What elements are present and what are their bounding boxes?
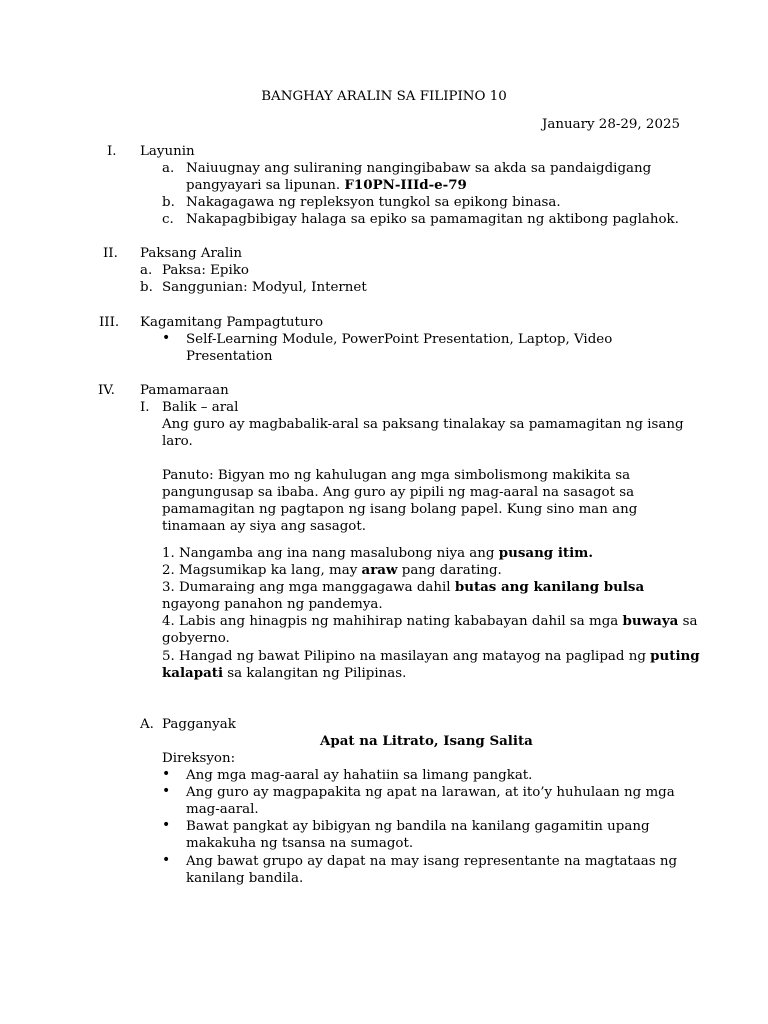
paksa-item: Paksa: Epiko	[162, 263, 249, 278]
sentence-5: 5. Hangad ng bawat Pilipino na masilayan ang matayog na paglipad ng puting	[162, 648, 700, 664]
kagamitan-line2: Presentation	[186, 349, 273, 364]
section-number-i: I.	[107, 144, 117, 159]
bullet-icon: •	[162, 766, 171, 782]
direksyon-item: Ang mga mag-aaral ay hahatiin sa limang pangkat.	[186, 768, 533, 783]
sentence-3-cont: ngayong panahon ng pandemya.	[162, 597, 383, 612]
sentence-2: 2. Magsumikap ka lang, may araw pang darating.	[162, 562, 502, 578]
activity-title: Apat na Litrato, Isang Salita	[320, 733, 533, 749]
section-heading-layunin: Layunin	[140, 144, 195, 159]
bullet-icon: •	[162, 783, 171, 799]
sentence-4: 4. Labis ang hinagpis ng mahihirap nating kababayan dahil sa mga buwaya sa	[162, 613, 698, 629]
bullet-icon: •	[162, 852, 171, 868]
subsection-heading-pagganyak: Pagganyak	[162, 717, 236, 732]
direksyon-item: Ang bawat grupo ay dapat na may isang representante na magtataas ng	[186, 854, 678, 869]
bullet-icon: •	[162, 817, 171, 833]
objective-b: Nakagagawa ng repleksyon tungkol sa epikong binasa.	[186, 195, 561, 210]
panuto-line: tinamaan ay siya ang sasagot.	[162, 519, 366, 534]
panuto-line: pangungusap sa ibaba. Ang guro ay pipili ng mag-aaral na sasagot sa	[162, 485, 635, 500]
section-heading-kagamitan: Kagamitang Pampagtuturo	[140, 315, 324, 330]
objective-c: Nakapagbibigay halaga sa epiko sa pamamagitan ng aktibong paglahok.	[186, 212, 679, 227]
sentence-4-cont: gobyerno.	[162, 631, 230, 646]
sentence-1: 1. Nangamba ang ina nang masalubong niya ang pusang itim.	[162, 545, 594, 561]
direksyon-item: Ang guro ay magpapakita ng apat na larawan, at ito’y huhulaan ng mga	[186, 785, 675, 800]
sanggunian-item: Sanggunian: Modyul, Internet	[162, 280, 367, 295]
bullet-icon: •	[162, 330, 171, 346]
list-marker: b.	[140, 280, 153, 295]
balik-aral-paragraph-line: Ang guro ay magbabalik-aral sa paksang tinalakay sa pamamagitan ng isang	[162, 417, 684, 432]
list-marker: a.	[140, 263, 153, 278]
subsection-heading-balik-aral: Balik – aral	[162, 400, 239, 415]
direksyon-item-cont: makakuha ng tsansa na sumagot.	[186, 836, 414, 851]
direksyon-label: Direksyon:	[162, 751, 236, 766]
section-number-iv: IV.	[98, 383, 115, 398]
panuto-line: Panuto: Bigyan mo ng kahulugan ang mga simbolismong makikita sa	[162, 468, 631, 483]
section-number-iii: III.	[99, 315, 120, 330]
document-date: January 28-29, 2025	[542, 117, 680, 132]
panuto-line: pamamagitan ng pagtapon ng isang bolang papel. Kung sino man ang	[162, 502, 638, 517]
list-marker: b.	[162, 195, 175, 210]
direksyon-item-cont: kanilang bandila.	[186, 871, 304, 886]
list-marker: c.	[162, 212, 174, 227]
kagamitan-line1: Self-Learning Module, PowerPoint Presentation, Laptop, Video	[186, 332, 613, 347]
sentence-3: 3. Dumaraing ang mga manggagawa dahil butas ang kanilang bulsa	[162, 579, 645, 595]
list-marker: a.	[162, 161, 175, 176]
objective-a-line1: Naiuugnay ang suliraning nangingibabaw sa akda sa pandaigdigang	[186, 161, 652, 176]
direksyon-item: Bawat pangkat ay bibigyan ng bandila na kanilang gagamitin upang	[186, 819, 650, 834]
objective-a-line2: pangyayari sa lipunan. F10PN-IIId-e-79	[186, 177, 467, 193]
subsection-number-a: A.	[140, 717, 154, 732]
section-heading-pamamaraan: Pamamaraan	[140, 383, 229, 398]
sentence-5-cont: kalapati sa kalangitan ng Pilipinas.	[162, 665, 407, 681]
section-heading-paksang-aralin: Paksang Aralin	[140, 246, 243, 261]
balik-aral-paragraph-line: laro.	[162, 434, 193, 449]
document-title: BANGHAY ARALIN SA FILIPINO 10	[261, 89, 507, 104]
direksyon-item-cont: mag-aaral.	[186, 802, 259, 817]
competency-code: F10PN-IIId-e-79	[344, 177, 467, 193]
section-number-ii: II.	[103, 246, 118, 261]
subsection-number-i: I.	[140, 400, 150, 415]
